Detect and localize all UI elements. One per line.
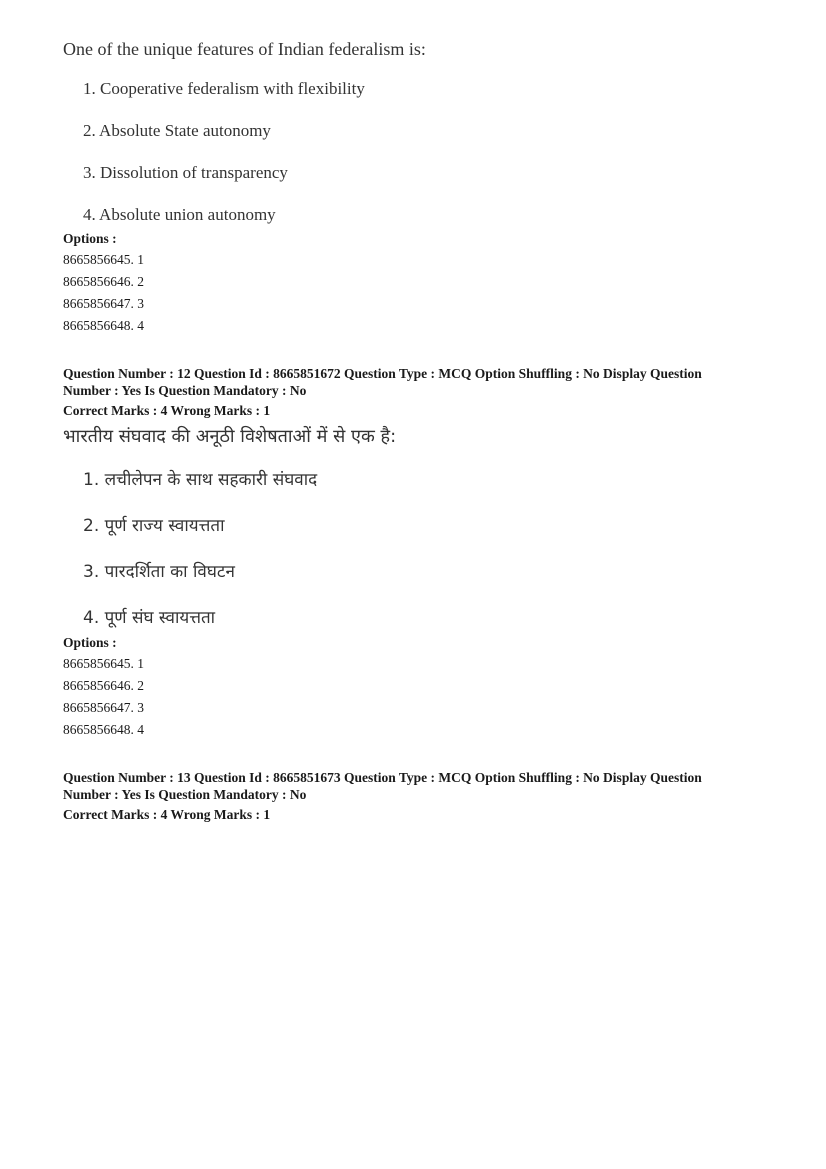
- question-12-choice-2: 2. पूर्ण राज्य स्वायत्तता: [83, 516, 225, 536]
- question-13-meta-line-1: Question Number : 13 Question Id : 8665851673 Question Type : MCQ Option Shuffling : No Display Question: [63, 770, 702, 785]
- question-11-stem: One of the unique features of Indian federalism is:: [63, 39, 426, 59]
- question-12-choice-4: 4. पूर्ण संघ स्वायत्तता: [83, 608, 216, 628]
- option-line: 8665856645. 1: [63, 656, 144, 671]
- option-line: 8665856645. 1: [63, 252, 144, 267]
- option-line: 8665856646. 2: [63, 678, 144, 693]
- question-12-meta: [63, 365, 783, 419]
- question-11-choice-3: 3. Dissolution of transparency: [83, 163, 288, 182]
- question-12-options: [63, 634, 783, 741]
- question-13-meta-line-2: Number : Yes Is Question Mandatory : No: [63, 787, 307, 802]
- question-13-meta: [63, 769, 783, 823]
- options-label: Options :: [63, 635, 117, 650]
- question-13-marks: Correct Marks : 4 Wrong Marks : 1: [63, 807, 271, 822]
- question-11-choice-1: 1. Cooperative federalism with flexibility: [83, 79, 365, 98]
- options-label: Options :: [63, 231, 117, 246]
- question-11-choice-4: 4. Absolute union autonomy: [83, 205, 276, 224]
- option-line: 8665856648. 4: [63, 722, 144, 737]
- option-line: 8665856647. 3: [63, 296, 144, 311]
- question-12-meta-line-1: Question Number : 12 Question Id : 8665851672 Question Type : MCQ Option Shuffling : No Display Question: [63, 366, 702, 381]
- question-12-stem: भारतीय संघवाद की अनूठी विशेषताओं में से एक है:: [63, 426, 397, 447]
- option-line: 8665856648. 4: [63, 318, 144, 333]
- question-12-marks: Correct Marks : 4 Wrong Marks : 1: [63, 403, 271, 418]
- question-12-choice-3: 3. पारदर्शिता का विघटन: [83, 562, 235, 582]
- option-line: 8665856646. 2: [63, 274, 144, 289]
- question-11-choice-2: 2. Absolute State autonomy: [83, 121, 271, 140]
- option-line: 8665856647. 3: [63, 700, 144, 715]
- question-11-options: [63, 230, 783, 337]
- question-12-choice-1: 1. लचीलेपन के साथ सहकारी संघवाद: [83, 470, 318, 490]
- question-12-meta-line-2: Number : Yes Is Question Mandatory : No: [63, 383, 307, 398]
